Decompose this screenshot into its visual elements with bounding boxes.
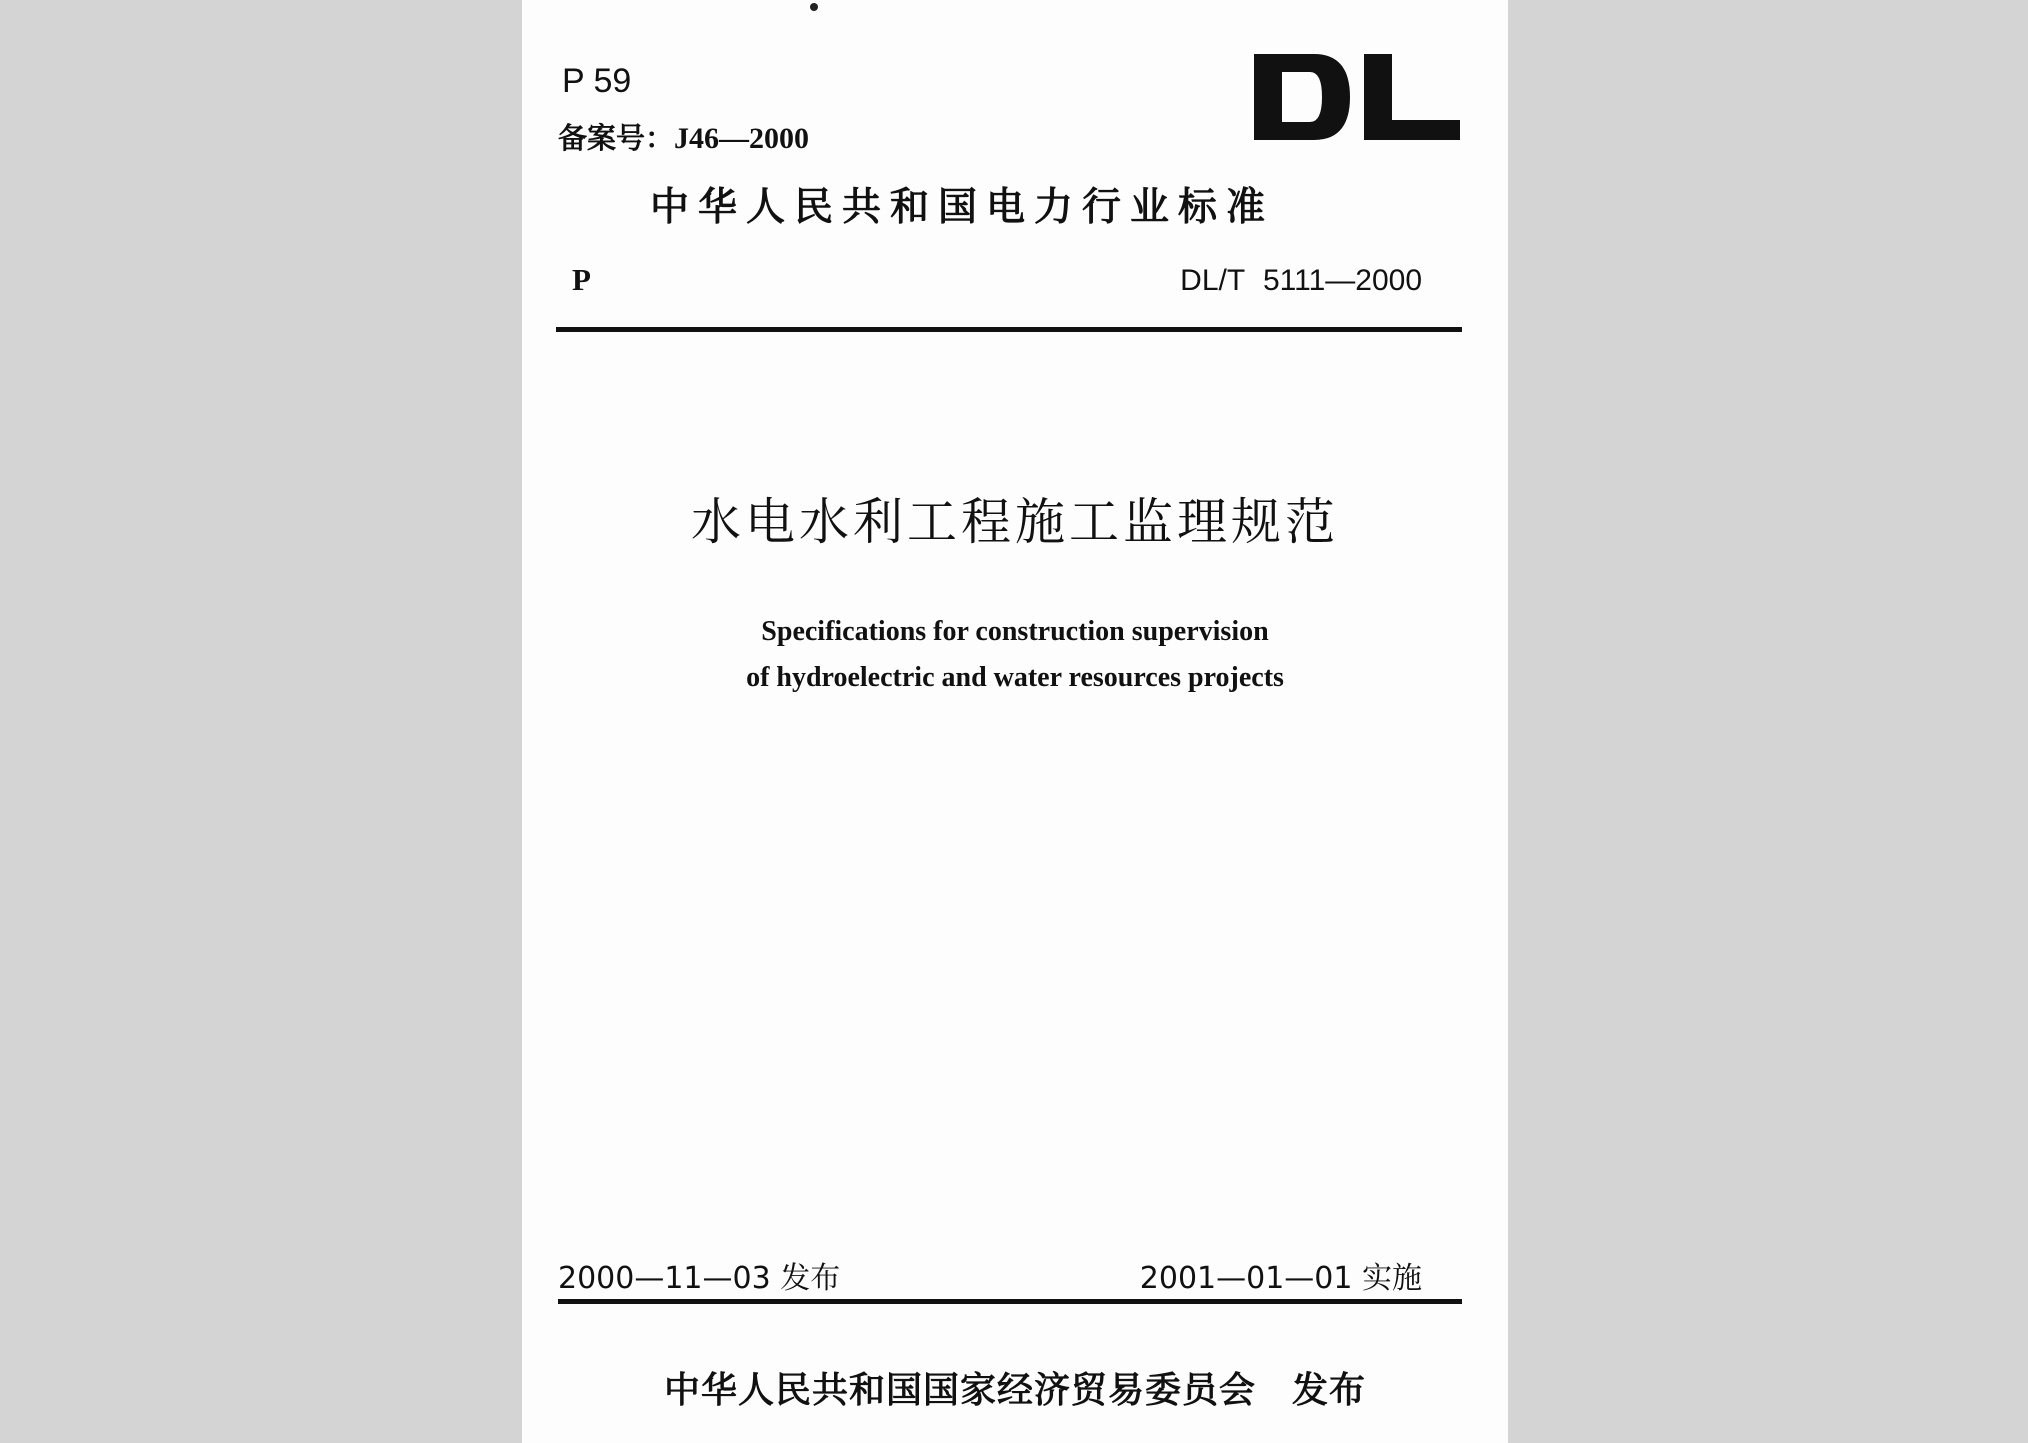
bottom-divider	[558, 1299, 1462, 1304]
document-page	[522, 0, 1508, 1443]
publisher-action: 发布	[1292, 1370, 1367, 1411]
filing-number	[558, 116, 809, 157]
standard-code: DL/T 5111—2000	[1180, 264, 1422, 297]
classification-code: P 59	[562, 62, 632, 100]
top-divider	[556, 327, 1462, 332]
category-letter: P	[572, 262, 591, 297]
publisher-name: 中华人民共和国国家经济贸易委员会	[663, 1370, 1256, 1411]
implementation-date: 2001—01—01 实施	[1139, 1261, 1422, 1296]
document-title-english-line2: of hydroelectric and water resources projects	[746, 662, 1284, 693]
ink-speck-decoration	[808, 2, 820, 12]
publisher-line	[522, 1362, 1508, 1413]
filing-number-value: J46—2000	[674, 122, 810, 155]
issue-date: 2000—11—03 发布	[558, 1261, 841, 1296]
dl-logo	[1252, 52, 1462, 142]
filing-label: 备案号：	[558, 121, 675, 155]
industry-standard-heading: 中华人民共和国电力行业标准	[650, 185, 1275, 230]
document-title-english-line1: Specifications for construction supervision	[761, 616, 1269, 647]
document-title-chinese: 水电水利工程施工监理规范	[691, 493, 1339, 551]
